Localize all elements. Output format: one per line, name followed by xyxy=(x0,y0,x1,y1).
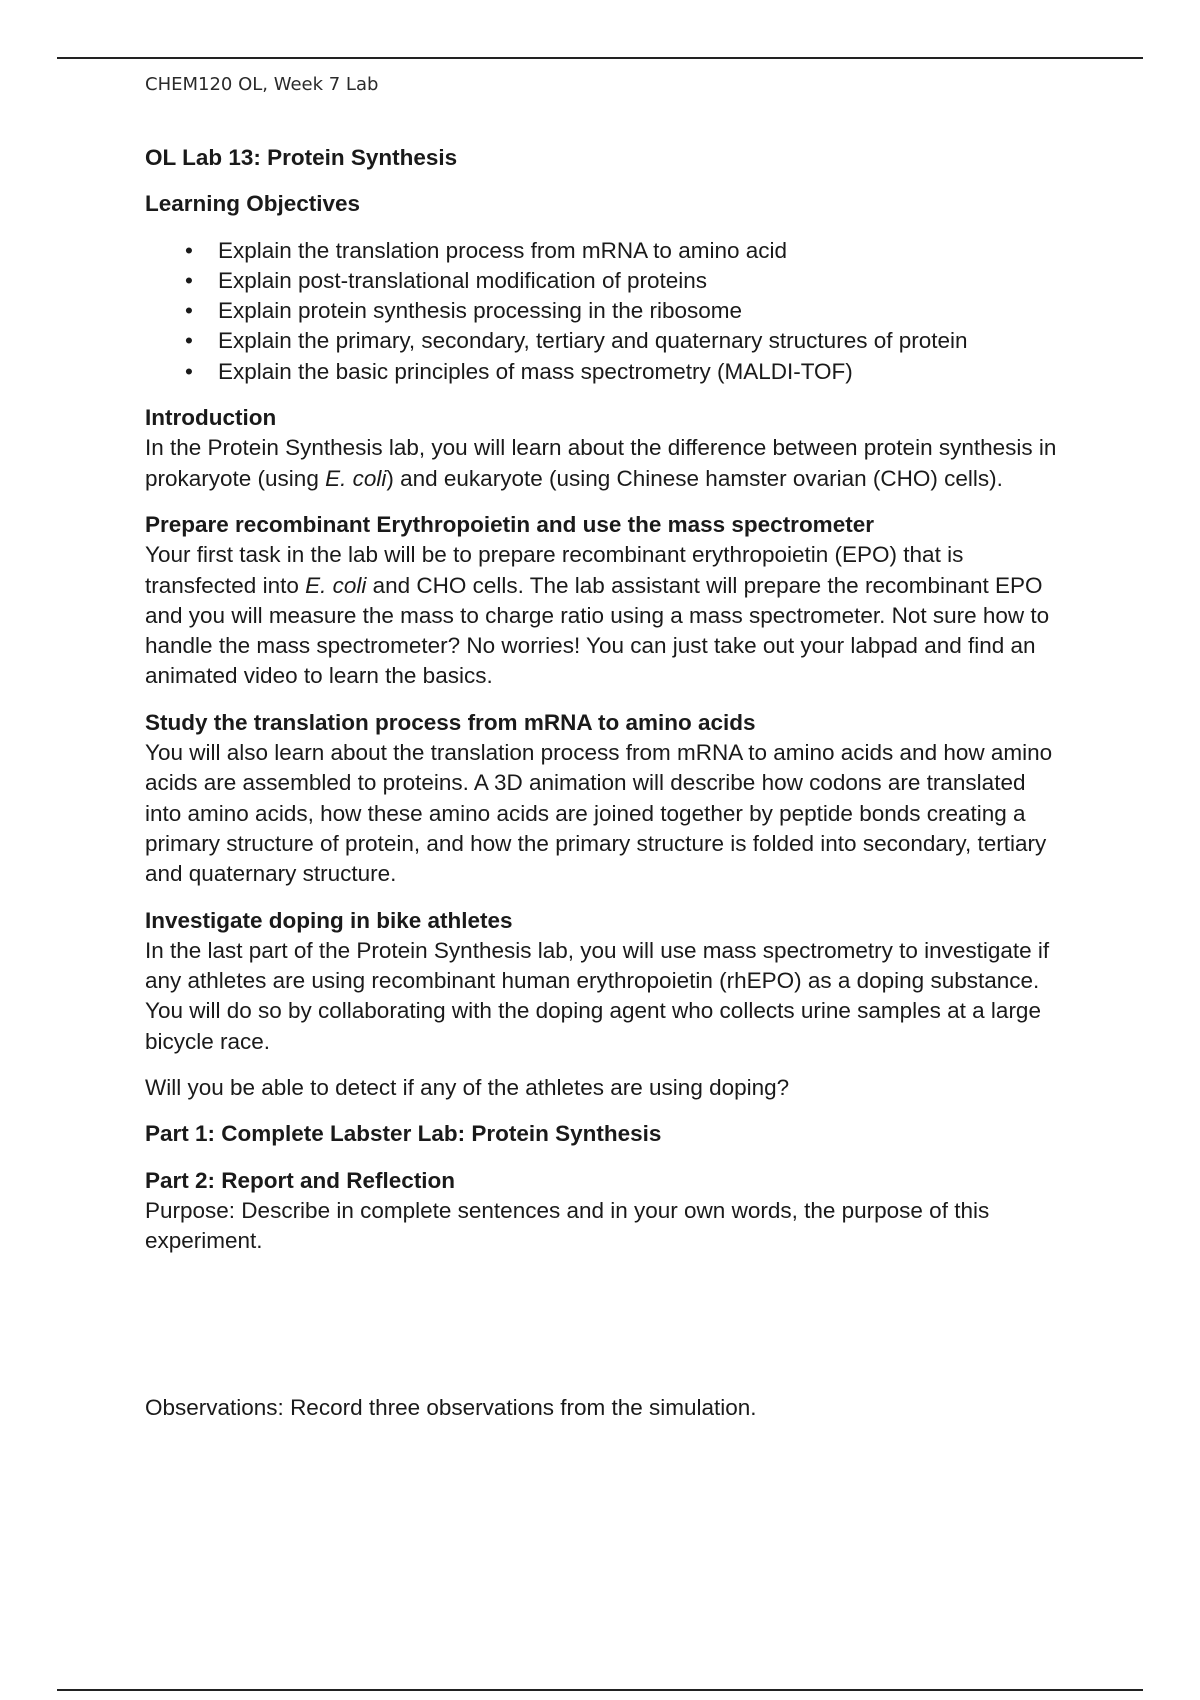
doping-question: Will you be able to detect if any of the athletes are using doping? xyxy=(145,1075,790,1101)
bullet-icon: • xyxy=(185,298,193,324)
learning-objectives-list xyxy=(145,236,1065,387)
list-item: • Explain the translation process from mRNA to amino acid xyxy=(145,236,1065,266)
document-body xyxy=(145,143,1065,1439)
bullet-icon: • xyxy=(185,328,193,354)
list-item: • Explain post-translational modification of proteins xyxy=(145,266,1065,296)
doping-text: In the last part of the Protein Synthesis lab, you will use mass spectrometry to investigate if any athletes are using recombinant human erythropoietin (rhEPO) as a doping substance. You will do so by collaborating with the doping agent who collects urine samples at a large bicycle race. xyxy=(145,937,1050,1054)
purpose-prompt: Purpose: Describe in complete sentences and in your own words, the purpose of this experiment. xyxy=(145,1197,990,1254)
introduction-heading: Introduction xyxy=(145,405,277,431)
epo-text: Your first task in the lab will be to prepare recombinant erythropoietin (EPO) that is transfected into E. coli and CHO cells. The lab assistant will prepare the recombinant EPO and you will measure the mass to charge ratio using a mass spectrometer. Not sure how to handle the mass spectrometer? No worries! You can just take out your labpad and find an animated video to learn the basics. xyxy=(145,542,1050,689)
bullet-icon: • xyxy=(185,237,193,263)
observations-prompt: Observations: Record three observations from the simulation. xyxy=(145,1394,757,1420)
list-item: • Explain the primary, secondary, tertiary and quaternary structures of protein xyxy=(145,326,1065,356)
part2-heading: Part 2: Report and Reflection xyxy=(145,1167,456,1193)
translation-text: You will also learn about the translation process from mRNA to amino acids and how amino acids are assembled to proteins. A 3D animation will describe how codons are translated into amino acids, how these amino acids are joined together by peptide bonds creating a primary structure of protein, and how the primary structure is folded into secondary, tertiary and quaternary structure. xyxy=(145,740,1053,887)
bullet-icon: • xyxy=(185,267,193,293)
epo-heading: Prepare recombinant Erythropoietin and use the mass spectrometer xyxy=(145,511,874,537)
introduction-text: In the Protein Synthesis lab, you will learn about the difference between protein synthesis in prokaryote (using E. coli) and eukaryote (using Chinese hamster ovarian (CHO) cells). xyxy=(145,435,1057,491)
bullet-icon: • xyxy=(185,358,193,384)
learning-objectives-heading: Learning Objectives xyxy=(145,191,361,217)
part1-heading: Part 1: Complete Labster Lab: Protein Synthesis xyxy=(145,1121,662,1147)
list-item: • Explain protein synthesis processing in the ribosome xyxy=(145,296,1065,326)
list-item: • Explain the basic principles of mass spectrometry (MALDI-TOF) xyxy=(145,357,1065,387)
translation-heading: Study the translation process from mRNA to amino acids xyxy=(145,709,756,735)
document-title: OL Lab 13: Protein Synthesis xyxy=(145,145,458,170)
doping-heading: Investigate doping in bike athletes xyxy=(145,907,513,933)
purpose-answer-space xyxy=(145,1273,1065,1393)
bottom-rule xyxy=(57,1689,1143,1691)
page-header: CHEM120 OL, Week 7 Lab xyxy=(145,74,379,95)
top-rule xyxy=(57,57,1143,59)
